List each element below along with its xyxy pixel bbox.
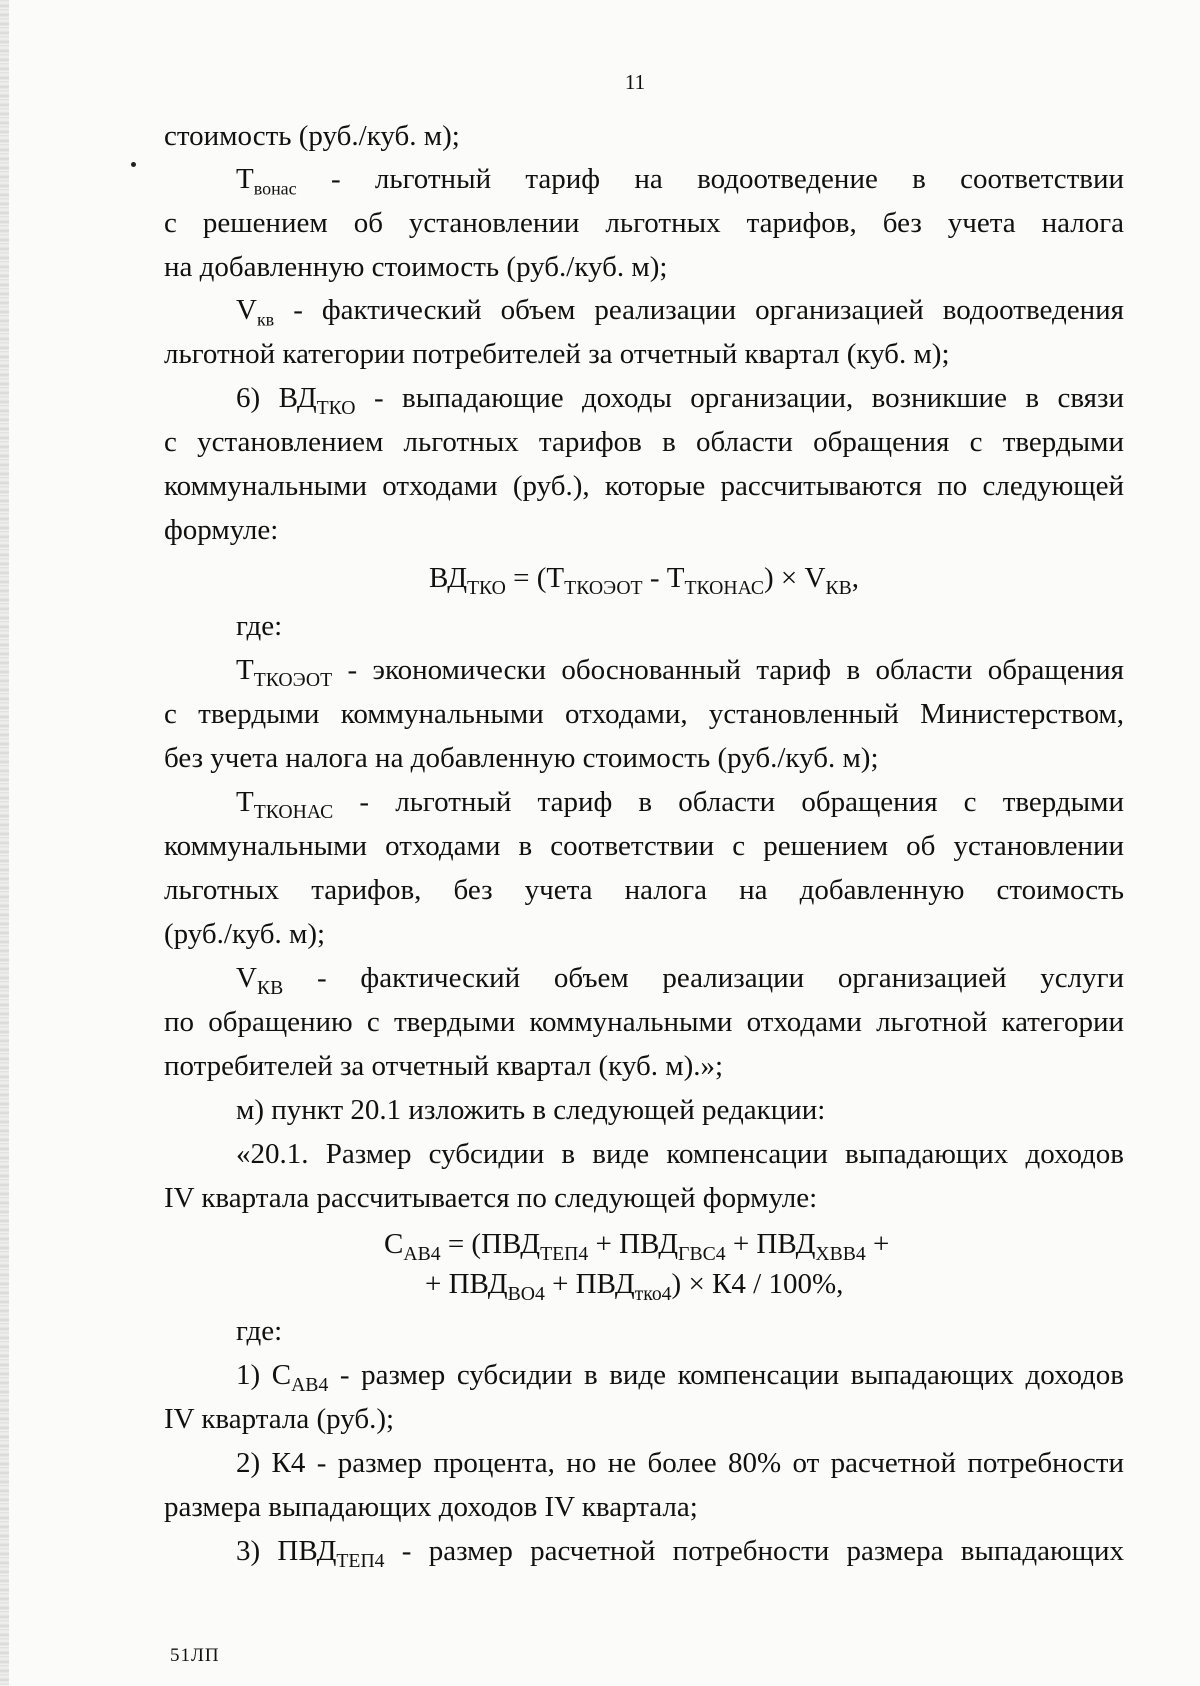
page-number: 11 bbox=[624, 70, 646, 94]
text-line: формуле: bbox=[164, 514, 279, 546]
text-line: с решением об установлении льготных тарифов, без учета налога bbox=[164, 207, 1124, 239]
text-line: коммунальными отходами (руб.), которые рассчитываются по следующей bbox=[164, 470, 1124, 502]
text-line: с твердыми коммунальными отходами, установленный Министерством, bbox=[164, 698, 1124, 730]
definition-v-kv: $V_{кв}$ - фактический объем реализации организацией водоотведения bbox=[236, 294, 1124, 330]
text-line: где: bbox=[236, 1315, 283, 1347]
text-line: IV квартала (руб.); bbox=[164, 1403, 395, 1435]
item-6-vd-tko: 6) $ВД_{ТКО}$ - выпадающие доходы организации, возникшие в связи bbox=[236, 382, 1124, 419]
definition-t-tkonas: $Т_{ТКОНАС}$ - льготный тариф в области обращения с твердыми bbox=[236, 786, 1124, 823]
definition-v-kv-tko: $V_{КВ}$ - фактический объем реализации организацией услуги bbox=[236, 962, 1124, 999]
text-line: по обращению с твердыми коммунальными отходами льготной категории bbox=[164, 1006, 1124, 1038]
text-line: IV квартала рассчитывается по следующей формуле: bbox=[164, 1182, 818, 1214]
formula-cav4-line2: + $ПВД_{ВО4} + ПВД_{тко4}) \times К4 / 100\%$, bbox=[425, 1268, 844, 1305]
text-line: льготной категории потребителей за отчетный квартал (куб. м); bbox=[164, 338, 950, 370]
definition-t-tkoeot: $Т_{ТКОЭОТ}$ - экономически обоснованный тариф в области обращения bbox=[236, 654, 1124, 691]
text-line: где: bbox=[236, 610, 283, 642]
text-line: на добавленную стоимость (руб./куб. м); bbox=[164, 251, 668, 283]
text-line: (руб./куб. м); bbox=[164, 918, 326, 950]
item-3-pvd-tep4: 3) $ПВД_{ТЕП4}$ - размер расчетной потребности размера выпадающих bbox=[236, 1535, 1124, 1572]
definition-t-vonas: $Т_{вонас}$ - льготный тариф на водоотведение в соответствии bbox=[236, 163, 1124, 199]
text-line: стоимость (руб./куб. м); bbox=[164, 120, 460, 152]
item-2-k4: 2) К4 - размер процента, но не более 80% от расчетной потребности bbox=[236, 1447, 1124, 1479]
text-line: без учета налога на добавленную стоимость (руб./куб. м); bbox=[164, 742, 879, 774]
formula-cav4-line1: $С_{АВ4} = (ПВД_{ТЕП4} + ПВД_{ГВС4} + ПВД_{ХВВ4}$ + bbox=[384, 1228, 890, 1265]
text-line: м) пункт 20.1 изложить в следующей редакции: bbox=[236, 1094, 826, 1126]
text-line: льготных тарифов, без учета налога на добавленную стоимость bbox=[164, 874, 1124, 906]
text-line: потребителей за отчетный квартал (куб. м).»; bbox=[164, 1050, 724, 1082]
text-line: «20.1. Размер субсидии в виде компенсации выпадающих доходов bbox=[236, 1138, 1124, 1170]
text-line: коммунальными отходами в соответствии с решением об установлении bbox=[164, 830, 1124, 862]
scan-speck bbox=[131, 162, 136, 167]
item-1-cav4: 1) $С_{АВ4}$ - размер субсидии в виде компенсации выпадающих доходов bbox=[236, 1359, 1125, 1396]
scan-edge bbox=[0, 0, 9, 1686]
text-line: с установлением льготных тарифов в области обращения с твердыми bbox=[164, 426, 1124, 458]
document-code: 51ЛП bbox=[170, 1645, 220, 1666]
formula-vd-tko: $ВД_{ТКО} = (Т_{ТКОЭОТ} - Т_{ТКОНАС}) \times V_{КВ}$, bbox=[428, 562, 860, 599]
text-line: размера выпадающих доходов IV квартала; bbox=[164, 1491, 698, 1523]
